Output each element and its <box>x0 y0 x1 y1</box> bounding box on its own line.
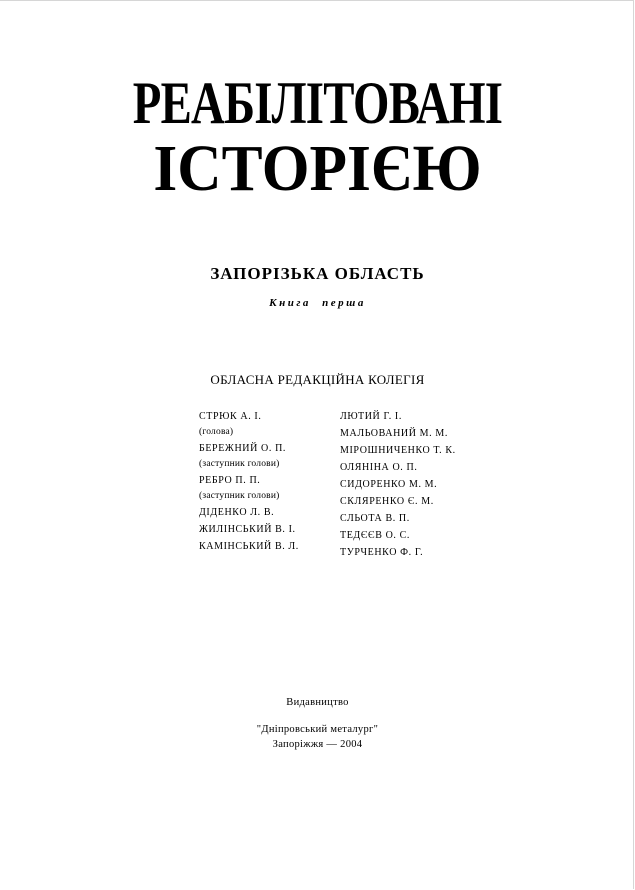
board-member-name: ЛЮТИЙ Г. І. <box>340 411 402 422</box>
board-members-right-column <box>340 408 456 561</box>
board-member-name: СКЛЯРЕНКО Є. М. <box>340 496 434 507</box>
board-member-name: ОЛЯНІНА О. П. <box>340 462 418 473</box>
book-volume: Книга перша <box>269 297 366 309</box>
board-member-name: ЖИЛІНСЬКИЙ В. І. <box>199 524 296 535</box>
board-member-name: МІРОШНИЧЕНКО Т. К. <box>340 445 456 456</box>
board-member-name: РЕБРО П. П. <box>199 475 261 486</box>
title-line-2-container <box>0 131 635 207</box>
board-member-role: (заступник голови) <box>199 491 280 501</box>
region-heading: ЗАПОРІЗЬКА ОБЛАСТЬ <box>210 264 425 283</box>
board-member-name: ДІДЕНКО Л. В. <box>199 507 275 518</box>
board-member-name: БЕРЕЖНИЙ О. П. <box>199 443 286 454</box>
book-title-line-2: ІСТОРІЄЮ <box>153 132 482 205</box>
publisher-name: "Дніпровський металург" <box>256 724 379 735</box>
editorial-board-heading: ОБЛАСНА РЕДАКЦІЙНА КОЛЕГІЯ <box>210 372 425 387</box>
board-member-role: (заступник голови) <box>199 459 280 469</box>
publication-place-year: Запоріжжя — 2004 <box>272 739 363 750</box>
publisher-label: Видавництво <box>286 697 349 708</box>
board-member-name: КАМІНСЬКИЙ В. Л. <box>199 541 299 552</box>
board-member-name: СЛЬОТА В. П. <box>340 513 410 524</box>
board-member-name: ТУРЧЕНКО Ф. Г. <box>340 547 424 558</box>
board-member-name: МАЛЬОВАНИЙ М. М. <box>340 428 448 439</box>
board-members-left-column <box>199 408 299 555</box>
board-member-name: ТЕДЄЄВ О. С. <box>340 530 411 541</box>
board-member-name: СТРЮК А. І. <box>199 411 262 422</box>
book-title-line-1: РЕАБІЛІТОВАНІ <box>132 70 503 136</box>
board-member-name: СИДОРЕНКО М. М. <box>340 479 438 490</box>
board-member-role: (голова) <box>199 427 234 437</box>
title-line-1-container <box>0 68 635 138</box>
